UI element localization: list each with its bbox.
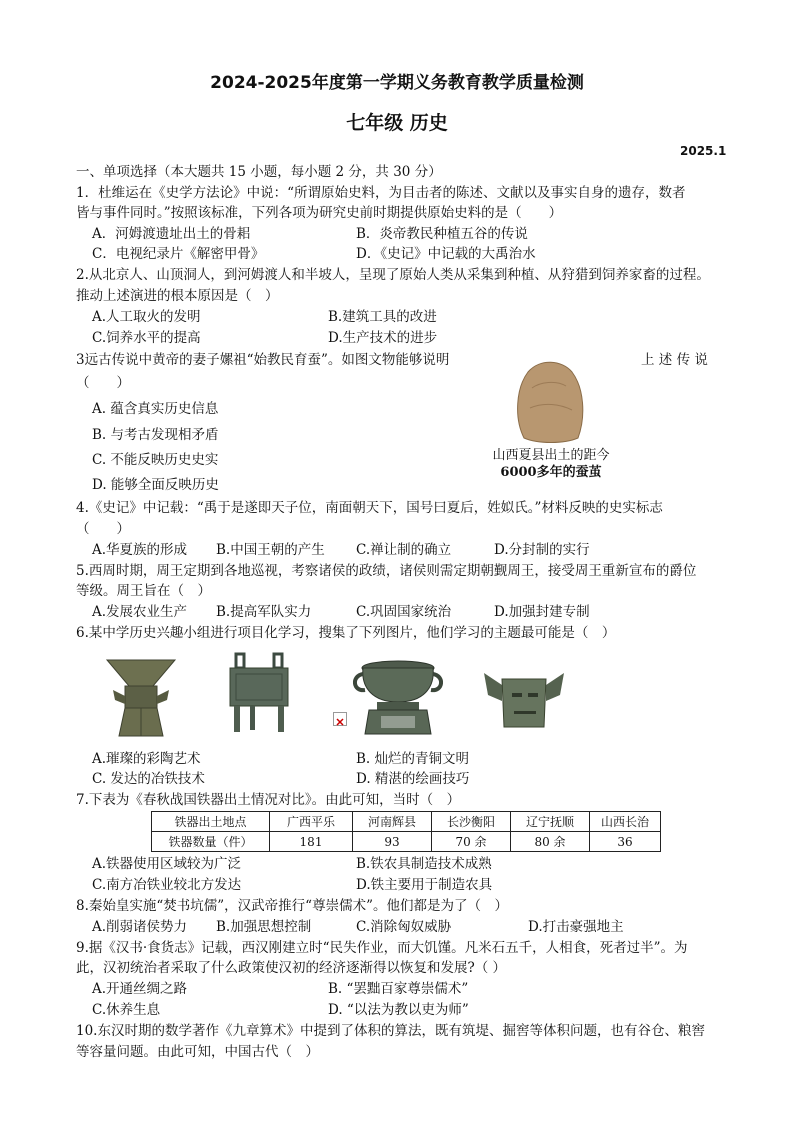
- q6-option-a: A.璀璨的彩陶艺术: [92, 751, 201, 767]
- q4-option-c: C.禅让制的确立: [356, 542, 452, 558]
- q9-option-c: C.休养生息: [92, 1002, 161, 1018]
- q8-option-d: D.打击豪强地主: [528, 919, 624, 935]
- q9-stem-1: 9.据《汉书·食货志》记载，西汉刚建立时“民失作业，而大饥馑。凡米石五千，人相食，死者过半”。为: [76, 940, 688, 956]
- q3-stem-1: 3远古传说中黄帝的妻子嫘祖“始教民育蚕”。如图文物能够说明: [76, 352, 450, 368]
- q2-option-b: B.建筑工具的改进: [328, 309, 437, 325]
- q3-option-b: B. 与考古发现相矛盾: [92, 427, 219, 443]
- q1-option-b: B．炎帝教民种植五谷的传说: [356, 226, 528, 242]
- table-header-cell: 辽宁抚顺: [511, 812, 590, 832]
- q1-option-a: A．河姆渡遗址出土的骨耜: [92, 226, 251, 242]
- section-heading: 一、单项选择（本大题共 15 小题，每小题 2 分，共 30 分）: [76, 164, 442, 180]
- q8-option-a: A.削弱诸侯势力: [92, 919, 188, 935]
- q8-option-c: C.消除匈奴威胁: [356, 919, 452, 935]
- q5-option-d: D.加强封建专制: [494, 604, 590, 620]
- q7-option-c: C.南方冶铁业较北方发达: [92, 877, 242, 893]
- exam-subtitle: 七年级 历史: [346, 112, 448, 134]
- q4-stem-2: （ ）: [76, 521, 130, 537]
- q3-option-a: A. 蕴含真实历史信息: [92, 401, 219, 417]
- q1-stem-1: 1．杜维运在《史学方法论》中说：“所谓原始史料，为目击者的陈述、文献以及事实自身的遗存，数者: [76, 185, 686, 201]
- exam-title: 2024-2025年度第一学期义务教育教学质量检测: [210, 73, 584, 93]
- q5-stem-1: 5.西周时期，周王定期到各地巡视，考察诸侯的政绩，诸侯则需定期朝觐周王，接受周王重新宣布的爵位: [76, 563, 697, 579]
- table-cell: 铁器数量（件）: [152, 832, 270, 852]
- q5-option-b: B.提高军队实力: [216, 604, 312, 620]
- q2-stem-2: 推动上述演进的根本原因是（ ）: [76, 288, 279, 304]
- iron-artifacts-table: [151, 811, 661, 852]
- q6-option-d: D. 精湛的绘画技巧: [356, 771, 470, 787]
- q6-option-b: B. 灿烂的青铜文明: [356, 751, 470, 767]
- bronze-zun-vessel-image: [103, 656, 179, 738]
- q4-option-a: A.华夏族的形成: [92, 542, 188, 558]
- q9-option-a: A.开通丝绸之路: [92, 981, 188, 997]
- table-header-cell: 山西长治: [590, 812, 661, 832]
- bronze-mask-image: [478, 665, 570, 735]
- exam-date: 2025.1: [680, 144, 727, 158]
- q6-option-c: C. 发达的冶铁技术: [92, 771, 205, 787]
- table-cell: 36: [590, 832, 661, 852]
- table-cell: 93: [353, 832, 432, 852]
- q1-option-c: C．电视纪录片《解密甲骨》: [92, 246, 265, 262]
- q3-option-c: C. 不能反映历史史实: [92, 452, 219, 468]
- q1-stem-2: 皆与事件同时。”按照该标准，下列各项为研究史前时期提供原始史料的是（ ）: [76, 205, 563, 221]
- q2-option-c: C.饲养水平的提高: [92, 330, 201, 346]
- q2-option-d: D.生产技术的进步: [328, 330, 438, 346]
- q6-stem-1: 6.某中学历史兴趣小组进行项目化学习，搜集了下列图片，他们学习的主题最可能是（ ）: [76, 625, 616, 641]
- table-cell: 70 余: [432, 832, 511, 852]
- q10-stem-2: 等容量问题。由此可知，中国古代（ ）: [76, 1044, 319, 1060]
- table-header-cell: 河南辉县: [353, 812, 432, 832]
- q9-option-b: B. “罢黜百家尊崇儒术”: [328, 981, 469, 997]
- table-cell: 80 余: [511, 832, 590, 852]
- table-header-cell: 广西平乐: [270, 812, 353, 832]
- q4-stem-1: 4.《史记》中记载：“禹于是遂即天子位，南面朝天下，国号曰夏后，姓姒氏。”材料反映的史实标志: [76, 500, 663, 516]
- q9-option-d: D. “以法为教以吏为师”: [328, 1002, 469, 1018]
- q2-option-a: A.人工取火的发明: [92, 309, 201, 325]
- q3-stem-2: （ ）: [76, 375, 130, 391]
- q1-option-d: D．《史记》中记载的大禹治水: [356, 246, 536, 262]
- table-row: [152, 832, 661, 852]
- q3-option-d: D. 能够全面反映历史: [92, 477, 219, 493]
- table-header-cell: 铁器出土地点: [152, 812, 270, 832]
- q5-option-c: C.巩固国家统治: [356, 604, 452, 620]
- bronze-ding-vessel-image: [224, 652, 294, 734]
- q9-stem-2: 此，汉初统治者采取了什么政策使汉初的经济逐渐得以恢复和发展?（ ）: [76, 960, 507, 976]
- q4-option-b: B.中国王朝的产生: [216, 542, 325, 558]
- q3-stem-1-right: 上 述 传 说: [641, 352, 708, 368]
- q8-option-b: B.加强思想控制: [216, 919, 312, 935]
- cocoon-caption-1: 山西夏县出土的距今: [492, 448, 610, 463]
- q7-option-b: B.铁农具制造技术成熟: [356, 856, 492, 872]
- silkworm-cocoon-image: [510, 358, 590, 444]
- q7-option-a: A.铁器使用区域较为广泛: [92, 856, 242, 872]
- broken-image-icon: [333, 712, 347, 726]
- q2-stem-1: 2.从北京人、山顶洞人，到河姆渡人和半坡人，呈现了原始人类从采集到种植、从狩猎到饲养家畜的过程。: [76, 267, 710, 283]
- bronze-gui-vessel-image: [351, 656, 445, 736]
- table-cell: 181: [270, 832, 353, 852]
- q7-option-d: D.铁主要用于制造农具: [356, 877, 493, 893]
- cocoon-caption-2: 6000多年的蚕茧: [500, 465, 602, 480]
- q10-stem-1: 10.东汉时期的数学著作《九章算术》中提到了体积的算法，既有筑堤、掘窖等体积问题，也有谷仓、粮窖: [76, 1023, 705, 1039]
- q7-stem-1: 7.下表为《春秋战国铁器出土情况对比》。由此可知，当时（ ）: [76, 792, 461, 808]
- q5-stem-2: 等级。周王旨在（ ）: [76, 583, 211, 599]
- table-header-row: [152, 812, 661, 832]
- q5-option-a: A.发展农业生产: [92, 604, 188, 620]
- table-header-cell: 长沙衡阳: [432, 812, 511, 832]
- q8-stem-1: 8.秦始皇实施“焚书坑儒”，汉武帝推行“尊崇儒术”。他们都是为了（ ）: [76, 898, 508, 914]
- q4-option-d: D.分封制的实行: [494, 542, 590, 558]
